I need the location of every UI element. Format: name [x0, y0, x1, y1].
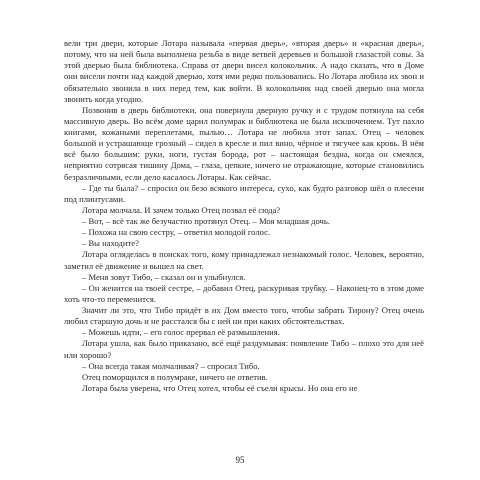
paragraph: Лотара молчала. И зачем только Отец позвал её сюда? — [82, 204, 281, 215]
page-body-text — [64, 38, 424, 394]
paragraph: Отец поморщился в полумраке, ничего не ответив. — [82, 371, 268, 382]
paragraph: Лотара была уверена, что Отец хотел, чтобы её съели крысы. Но она его не — [82, 382, 358, 393]
paragraph: – Вы находите? — [82, 238, 139, 249]
paragraph: Значит ли это, что Тибо придёт в их Дом вместо того, чтобы забрать Тирону? Отец очень любил старшую дочь и не расстался бы с ней ни при каких обстоятельствах. — [64, 305, 424, 327]
paragraph: – Можешь идти, – его голос прервал её размышления. — [82, 327, 280, 338]
paragraph: Позвонив в дверь библиотеки, она повернула дверную ручку и с трудом потянула на себя массивную дверь. Во всём доме царил полумрак и библиотека не была исключением. Тут пахло книгами, кожаными переплетами, пылью… Лотара не любила этот запах. Отец – человек большой и устрашающе грозный – сидел в кресле и пил вино, чёрное и тягучее как кровь. В нём всё было большим: руки, ноги, густая борода, рот – настоящая бездна, когда он смеялся, неприятно сотрясая тишину Дома, – глаза, цепкие, ничего не отражающие, которые становились безразличными, если дело касалось Лотары. Как сейчас. — [64, 104, 424, 182]
paragraph: – Меня зовут Тибо, – сказал он и улыбнулся. — [82, 271, 246, 282]
paragraph: – Она всегда такая молчаливая? – спросил Тибо. — [82, 360, 260, 371]
paragraph: – Где ты была? – спросил он безо всякого интереса, сухо, как будто разговор шёл о плесени под плинтусами. — [64, 182, 424, 204]
paragraph: вели три двери, которые Лотара называла «первая дверь», «вторая дверь» и «красная дверь», потому, что на ней была выполнена резьба в виде ветвей деревьев и большой глазастой совы. За этой дверью была библиотека. Справа от двери висел колокольчик. А надо сказать, что в Доме они висели почти над каждой дверью, хотя ими редко пользовались. Но Лотара любила их звон и обязательно звонила в них перед тем, как войти. В колокольчик над своей дверью она могла звонить когда угодно. — [64, 38, 424, 104]
paragraph: – Похожа на свою сестру, – ответил молодой голос. — [82, 227, 271, 238]
paragraph: – Вот, – всё так же безучастно протянул Отец. – Моя младшая дочь. — [82, 216, 330, 226]
paragraph: – Он женится на твоей сестре, – добавил Отец, раскуривая трубку. – Наконец-то в этом доме хоть что-то переменится. — [64, 282, 424, 304]
page-number: 95 — [235, 455, 245, 465]
paragraph: Лотара огляделась в поисках того, кому принадлежал незнакомый голос. Человек, вероятно, заметил её движение и вышел на свет. — [64, 249, 424, 271]
paragraph: Лотара ушла, как было приказано, всё ещё раздумывая: появление Тибо – плохо это для неё или хорошо? — [64, 338, 424, 360]
